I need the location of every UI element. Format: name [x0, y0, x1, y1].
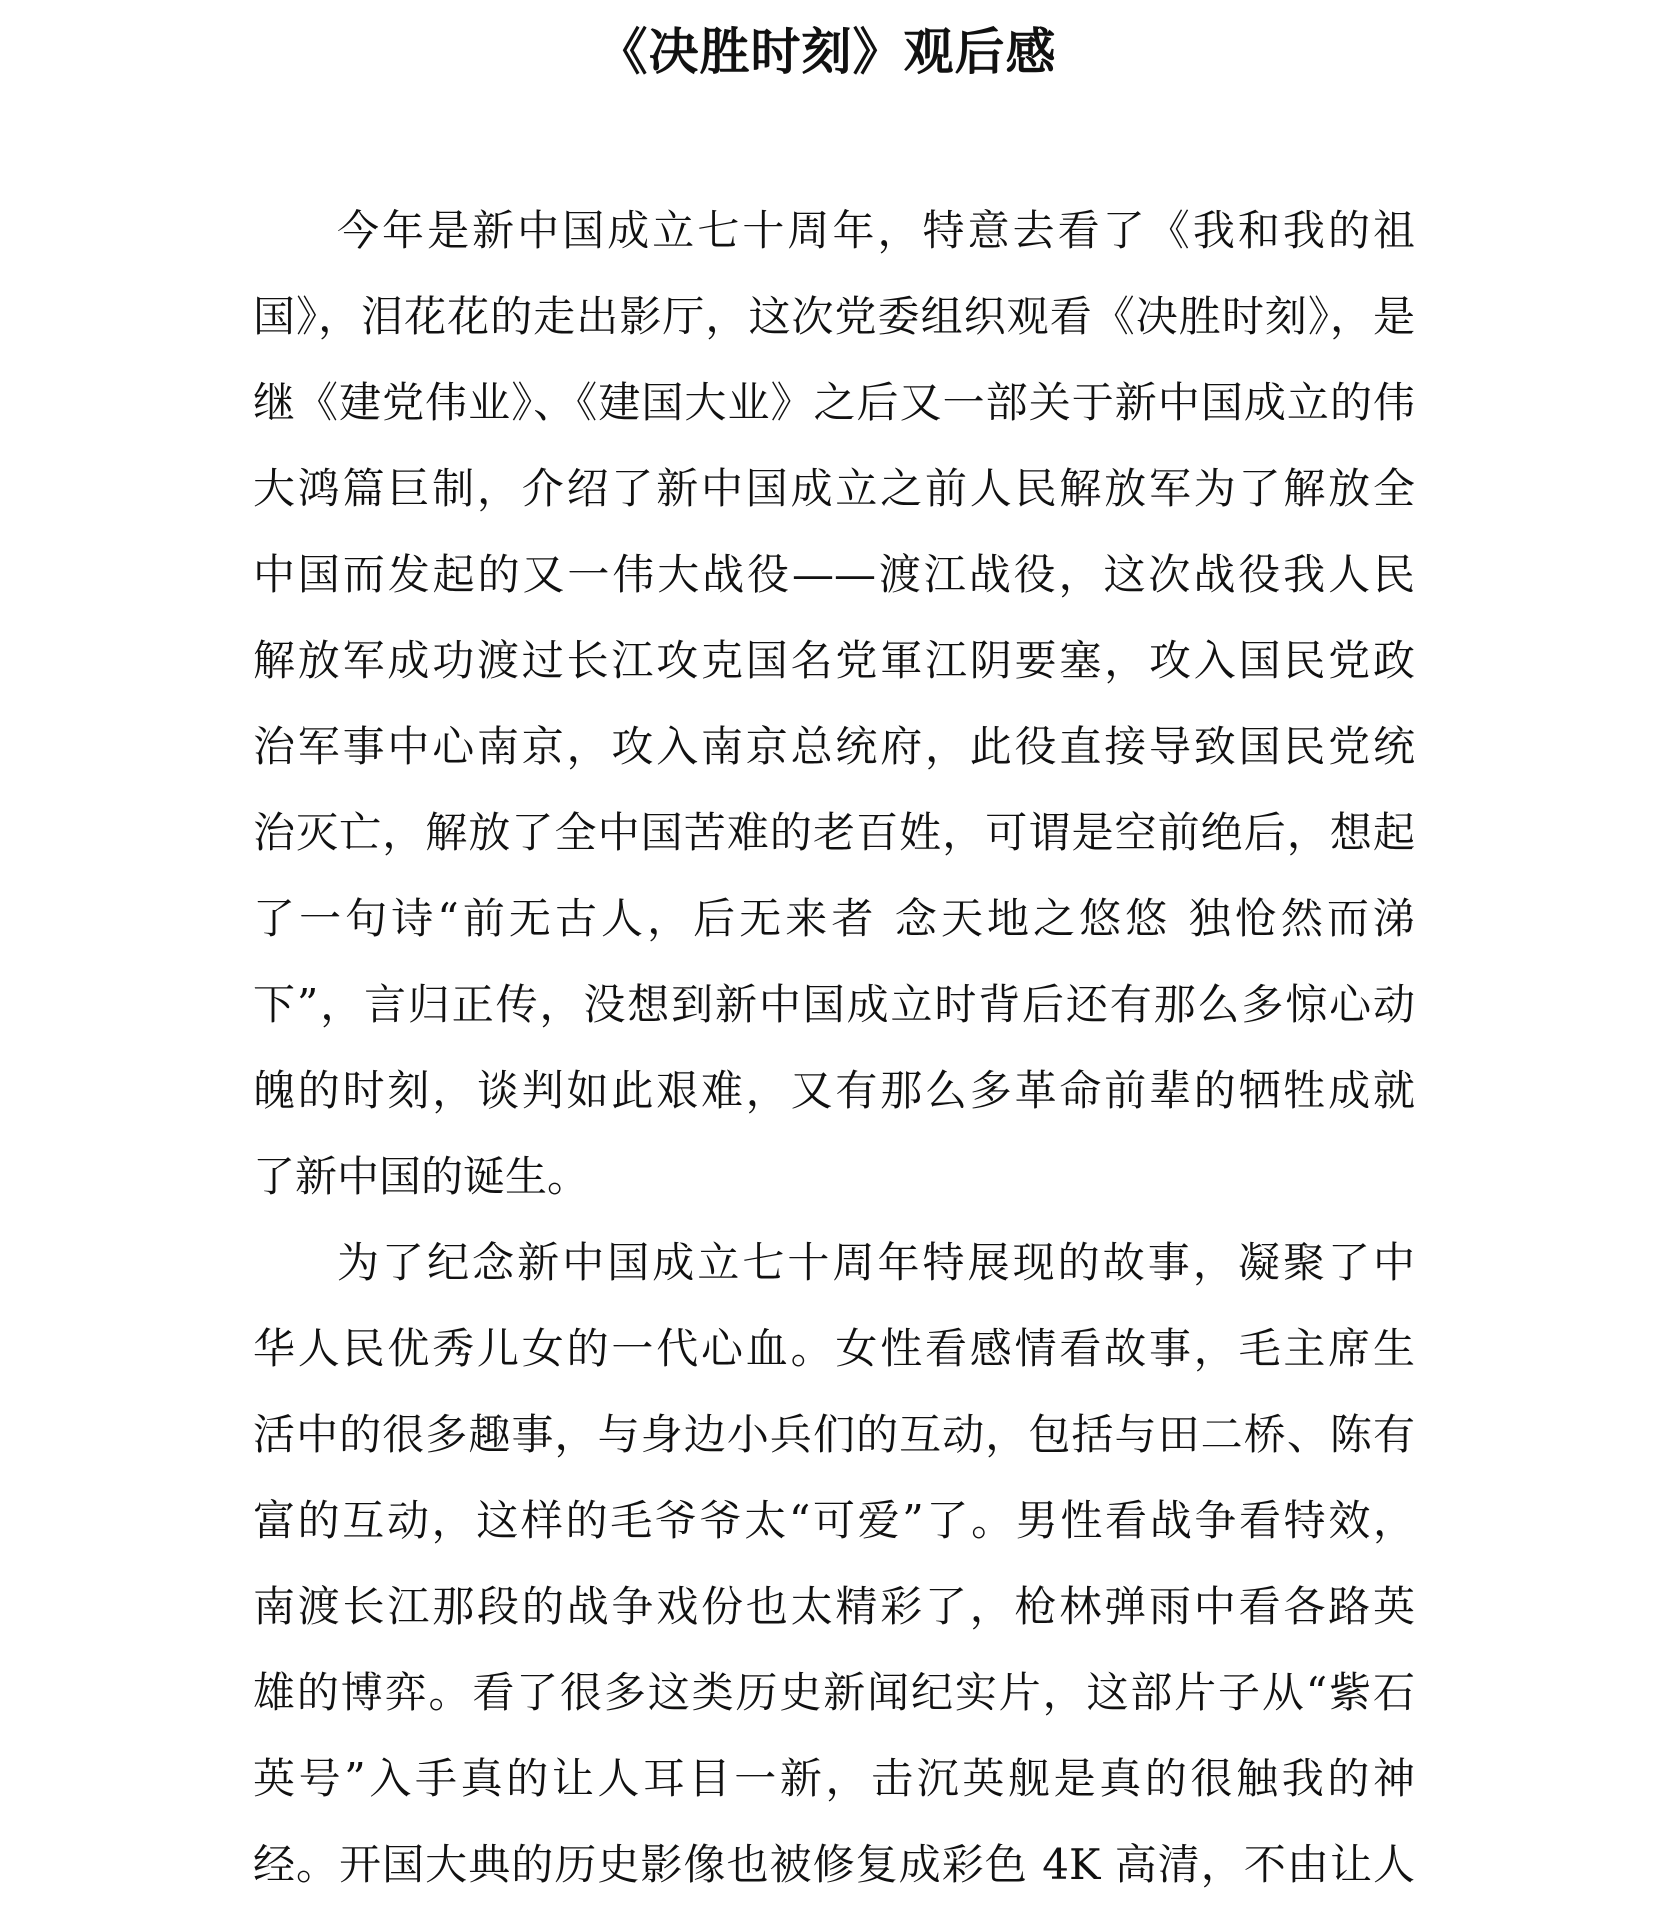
- paragraph-line: 下”，言归正传，没想到新中国成立时背后还有那么多惊心动: [253, 980, 1415, 1029]
- paragraph-line: 解放军成功渡过长江攻克国名党軍江阴要塞，攻入国民党政: [253, 636, 1415, 685]
- paragraph-line: 南渡长江那段的战争戏份也太精彩了，枪林弹雨中看各路英: [253, 1582, 1415, 1631]
- paragraph-line: 国》，泪花花的走出影厅，这次党委组织观看《决胜时刻》，是: [253, 292, 1415, 341]
- paragraph-line: 了一句诗“前无古人，后无来者 念天地之悠悠 独怆然而涕: [253, 894, 1415, 943]
- paragraph-line: 治军事中心南京，攻入南京总统府，此役直接导致国民党统: [253, 722, 1415, 771]
- document-body: [253, 188, 1415, 1908]
- paragraph-2: [253, 1220, 1415, 1908]
- paragraph-line: 为了纪念新中国成立七十周年特展现的故事，凝聚了中: [337, 1238, 1415, 1287]
- paragraph-line: 英号”入手真的让人耳目一新，击沉英舰是真的很触我的神: [253, 1754, 1415, 1803]
- paragraph-line: 活中的很多趣事，与身边小兵们的互动，包括与田二桥、陈有: [253, 1410, 1415, 1459]
- paragraph-line: 经。开国大典的历史影像也被修复成彩色 4K 高清，不由让人: [253, 1840, 1415, 1889]
- paragraph-line: 中国而发起的又一伟大战役——渡江战役，这次战役我人民: [253, 550, 1415, 599]
- document-title: 《决胜时刻》观后感: [597, 22, 1057, 81]
- paragraph-line: 治灭亡，解放了全中国苦难的老百姓，可谓是空前绝后，想起: [253, 808, 1415, 857]
- paragraph-line: 富的互动，这样的毛爷爷太“可爱”了。男性看战争看特效，: [253, 1496, 1415, 1545]
- paragraph-line: 魄的时刻，谈判如此艰难，又有那么多革命前辈的牺牲成就: [253, 1066, 1415, 1115]
- paragraph-line: 今年是新中国成立七十周年，特意去看了《我和我的祖: [337, 206, 1415, 255]
- paragraph-line: 雄的博弈。看了很多这类历史新闻纪实片，这部片子从“紫石: [253, 1668, 1415, 1717]
- paragraph-line: 继《建党伟业》、《建国大业》之后又一部关于新中国成立的伟: [253, 378, 1415, 427]
- paragraph-1: [253, 188, 1415, 1220]
- paragraph-line: 大鸿篇巨制，介绍了新中国成立之前人民解放军为了解放全: [253, 464, 1415, 513]
- paragraph-line: 了新中国的诞生。: [253, 1152, 590, 1201]
- paragraph-line: 华人民优秀儿女的一代心血。女性看感情看故事，毛主席生: [253, 1324, 1415, 1373]
